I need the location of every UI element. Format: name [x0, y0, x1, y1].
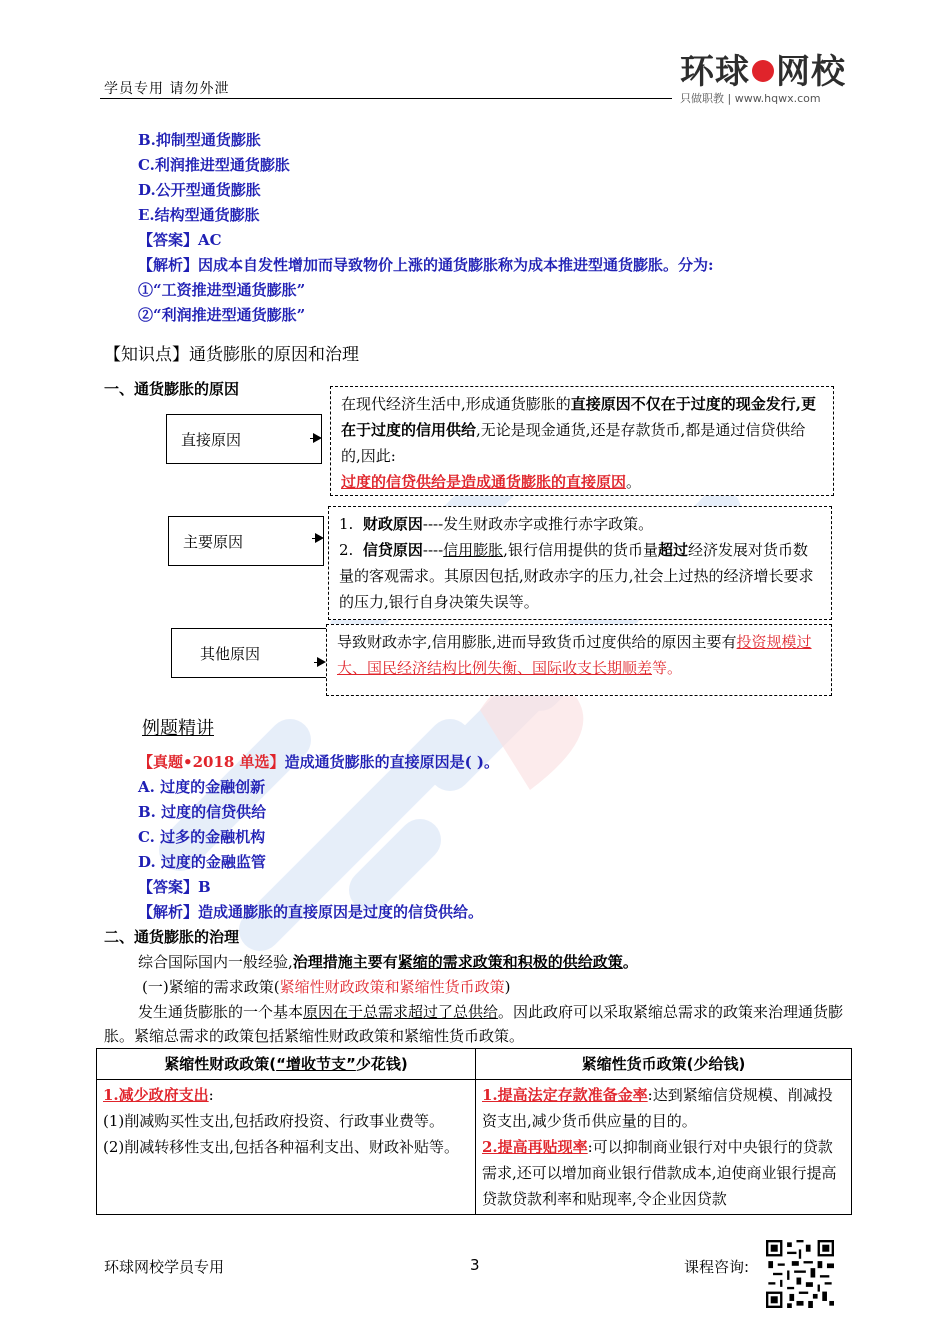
example-question: 造成通货膨胀的直接原因是( )。 [284, 753, 499, 771]
section-1-title: 一、通货膨胀的原因 [104, 380, 240, 398]
analysis-item-2: ②“利润推进型通货膨胀” [138, 306, 306, 324]
main-item1-num: 1. [339, 515, 354, 533]
example-option-b: B. 过度的信贷供给 [138, 803, 267, 821]
option-b: B.抑制型通货膨胀 [138, 131, 261, 149]
example-option-a: A. 过度的金融创新 [138, 778, 266, 796]
main-item2-text-b: 经济发展对货币数量的客观需求。其原因包括,财政赤字的压力,社会上过热的经济增长要求的压力,银行自身决策失误等。 [339, 541, 814, 611]
fiscal-item-1: (1)削减购买性支出,包括政府投资、行政事业费等。 [103, 1112, 445, 1130]
analysis-item-1: ①“工资推进型通货膨胀” [138, 281, 306, 299]
direct-text-c: ,无论是现金通货,还是存款货币,都是通过信贷供给的,因此: [341, 421, 806, 465]
monetary-2-text: :可以抑制商业银行对中央银行的贷款需求,还可以增加商业银行借款成本,迫使商业银行提高贷款贷款利率和贴现率,令企业因贷款 [482, 1138, 837, 1208]
other-cause-label: 其他原因 [200, 644, 261, 663]
sub1-end: ) [504, 978, 511, 996]
main-item2-underline: 信用膨胀 [443, 541, 504, 559]
monetary-policy-cell [476, 1080, 852, 1215]
logo-play-icon [752, 60, 774, 82]
main-cause-box [168, 516, 324, 566]
other-cause-detail [326, 624, 832, 696]
fiscal-header-underline: “增收节支” [276, 1055, 356, 1073]
direct-text-a: 在现代经济生活中,形成通货膨胀的 [341, 395, 571, 413]
monetary-2-title: 2.提高再贴现率 [482, 1138, 588, 1156]
footer-consult: 课程咨询: [684, 1258, 750, 1276]
other-text-red: 投资规模过大、国民经济结构比例失衡、国际收支长期顺差 [337, 633, 812, 677]
policy-table [96, 1048, 852, 1215]
direct-text-bold: 直接原因不仅在于过度的现金发行,更在于过度的信用供给 [341, 395, 817, 439]
other-cause-arrow [314, 662, 324, 663]
option-c: C.利润推进型通货膨胀 [138, 156, 290, 174]
hqwx-logo [680, 52, 850, 112]
direct-cause-box [166, 414, 322, 464]
fiscal-header-a: 紧缩性财政政策( [164, 1055, 277, 1073]
fiscal-colon: : [208, 1086, 214, 1104]
direct-cause-label: 直接原因 [181, 430, 242, 449]
direct-conclusion: 过度的信贷供给是造成通货膨胀的直接原因 [341, 473, 627, 491]
para1-a: 综合国际国内一般经验, [138, 953, 293, 971]
main-item2-text-a: ,银行信用提供的货币量 [503, 541, 658, 559]
fiscal-header-b: 少花钱) [355, 1055, 408, 1073]
subsection-1-title [142, 975, 510, 1000]
logo-text-a: 环球 [680, 52, 750, 92]
section-2-para-1 [138, 950, 638, 975]
fiscal-item-2: (2)削减转移性支出,包括各种福利支出、财政补贴等。 [103, 1138, 460, 1156]
header-divider [100, 98, 672, 99]
para1-end: 。 [622, 953, 638, 971]
sub1-a: (一)紧缩的需求政策( [142, 978, 280, 996]
main-item2-dash: ---- [422, 541, 444, 559]
para2-b: 。因此政府可以采取紧缩总需求的政策来 [498, 1003, 769, 1021]
footer-left: 环球网校学员专用 [104, 1258, 225, 1276]
knowledge-point-title: 【知识点】通货膨胀的原因和治理 [104, 345, 359, 365]
example-option-d: D. 过度的金融监管 [138, 853, 266, 871]
para2-a: 发生通货膨胀的一个基本 [138, 1003, 304, 1021]
monetary-1-title: 1.提高法定存款准备金率 [482, 1086, 648, 1104]
main-cause-detail [328, 506, 832, 620]
direct-cause-detail [330, 386, 834, 496]
example-title: 例题精讲 [142, 718, 214, 739]
section-2-para-2 [104, 1000, 848, 1048]
logo-text-b: 网校 [776, 52, 846, 92]
logo-slogan: 只做职教 | www.hqwx.com [680, 92, 821, 105]
header-confidential-text: 学员专用 请勿外泄 [104, 81, 230, 97]
page-number: 3 [470, 1256, 480, 1274]
para2-c: 治理通货膨胀。紧缩总需求的政策包括紧缩性财政政策和紧缩性货币政策。 [104, 1003, 844, 1045]
answer: 【答案】AC [138, 231, 222, 249]
example-analysis: 【解析】造成通膨胀的直接原因是过度的信贷供给。 [138, 903, 484, 921]
other-text-end: 等。 [652, 659, 683, 677]
direct-cause-arrow [310, 438, 320, 439]
main-item2-num: 2. [339, 541, 354, 559]
main-cause-label: 主要原因 [183, 532, 244, 551]
section-2-title: 二、通货膨胀的治理 [104, 928, 240, 946]
example-tag: 【真题•2018 单选】 [138, 753, 285, 771]
para1-underline: 紧缩的需求政策和积极的供给政策 [397, 953, 623, 971]
direct-end: 。 [626, 473, 642, 491]
para2-underline: 原因在于总需求超过了总供给 [303, 1003, 499, 1021]
main-item1-text: ----发生财政赤字或推行赤字政策。 [422, 515, 654, 533]
main-item2-bold: 超过 [657, 541, 688, 559]
other-text-a: 导致财政赤字,信用膨胀,进而导致货币过度供给的原因主要有 [337, 633, 737, 651]
para1-bold: 治理措施主要有 [292, 953, 398, 971]
fiscal-policy-header [97, 1049, 476, 1080]
analysis: 【解析】因成本自发性增加而导致物价上涨的通货膨胀称为成本推进型通货膨胀。分为: [138, 256, 714, 274]
sub1-red: 紧缩性财政政策和紧缩性货币政策 [279, 978, 505, 996]
qr-code-icon[interactable] [766, 1240, 834, 1308]
main-item1-name: 财政原因 [362, 515, 423, 533]
example-option-c: C. 过多的金融机构 [138, 828, 266, 846]
fiscal-policy-cell [97, 1080, 476, 1215]
option-d: D.公开型通货膨胀 [138, 181, 261, 199]
monetary-policy-header: 紧缩性货币政策(少给钱) [476, 1049, 852, 1080]
example-answer: 【答案】B [138, 878, 211, 896]
main-cause-arrow [312, 538, 322, 539]
main-item2-name: 信贷原因 [362, 541, 423, 559]
option-e: E.结构型通货膨胀 [138, 206, 260, 224]
fiscal-title: 1.减少政府支出 [103, 1086, 209, 1104]
other-cause-box [171, 628, 339, 678]
monetary-1-text: :达到紧缩信贷规模、削减投资支出,减少货币供应量的目的。 [482, 1086, 833, 1130]
